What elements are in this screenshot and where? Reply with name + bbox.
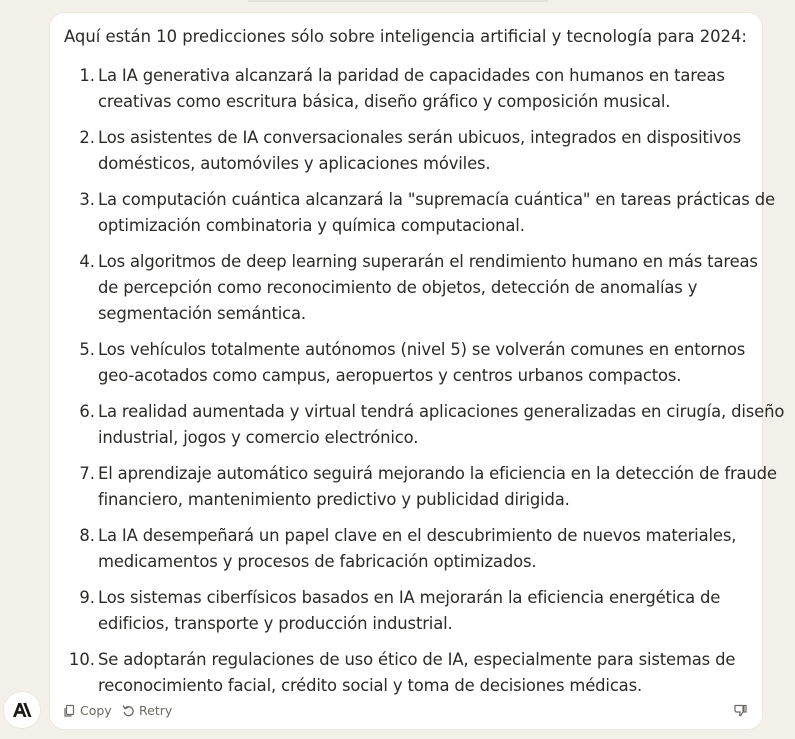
list-item-text: creativas como escritura básica, diseño gráfico y composición musical. — [98, 92, 671, 111]
list-item-text: de percepción como reconocimiento de objetos, detección de anomalías y — [98, 278, 698, 297]
thumbs-down-icon — [734, 704, 747, 717]
list-item-number: 1. — [79, 66, 95, 85]
list-item — [50, 461, 777, 513]
list-item-text: Los algoritmos de deep learning superarán el rendimiento humano en más tareas — [98, 252, 758, 271]
list-item-number: 5. — [79, 340, 95, 359]
list-item-number: 10. — [68, 650, 95, 669]
list-item-text: segmentación semántica. — [98, 304, 306, 323]
list-item-text: optimización combinatoria y química computacional. — [98, 216, 525, 235]
list-item-number: 8. — [79, 526, 95, 545]
list-item — [50, 585, 762, 637]
list-item — [50, 523, 762, 575]
message-actions — [62, 700, 752, 720]
list-item — [50, 187, 775, 239]
list-item-number: 9. — [79, 588, 95, 607]
retry-icon — [122, 704, 135, 717]
list-item-text: Los vehículos totalmente autónomos (nivel 5) se volverán comunes en entornos — [98, 340, 746, 359]
list-item-number: 6. — [79, 402, 95, 421]
list-item-text: Los asistentes de IA conversacionales serán ubicuos, integrados en dispositivos — [98, 128, 742, 147]
list-item-text: industrial, jogos y comercio electrónico. — [98, 428, 419, 447]
list-item — [50, 63, 762, 115]
copy-button[interactable] — [64, 700, 112, 720]
copy-icon — [64, 704, 76, 717]
list-item — [50, 337, 762, 389]
previous-message-edge — [248, 0, 548, 2]
list-item — [50, 125, 762, 177]
assistant-message-card — [50, 13, 785, 729]
list-item-number: 2. — [79, 128, 95, 147]
retry-button[interactable] — [122, 700, 172, 720]
list-item — [50, 399, 785, 451]
list-item-text: reconocimiento facial, crédito social y toma de decisiones médicas. — [98, 676, 643, 695]
list-item-text: medicamentos y procesos de fabricación optimizados. — [98, 552, 537, 571]
list-item-number: 7. — [79, 464, 95, 483]
assistant-avatar — [4, 692, 40, 728]
list-item-text: La IA generativa alcanzará la paridad de capacidades con humanos en tareas — [98, 66, 725, 85]
list-item-text: financiero, mantenimiento predictivo y publicidad dirigida. — [98, 490, 570, 509]
list-item-number: 4. — [79, 252, 95, 271]
list-item-text: Los sistemas ciberfísicos basados en IA mejorarán la eficiencia energética de — [98, 588, 721, 607]
list-item-text: geo-acotados como campus, aeropuertos y centros urbanos compactos. — [98, 366, 682, 385]
list-item-text: La computación cuántica alcanzará la "supremacía cuántica" en tareas prácticas de — [98, 190, 775, 209]
message-intro: Aquí están 10 predicciones sólo sobre inteligencia artificial y tecnología para 2024: — [64, 27, 747, 46]
list-item-text: Se adoptarán regulaciones de uso ético de IA, especialmente para sistemas de — [98, 650, 736, 669]
copy-label: Copy — [80, 702, 112, 718]
list-item-text: La realidad aumentada y virtual tendrá aplicaciones generalizadas en cirugía, diseño — [98, 402, 785, 421]
list-item-text: domésticos, automóviles y aplicaciones móviles. — [98, 154, 491, 173]
list-item-text: El aprendizaje automático seguirá mejorando la eficiencia en la detección de fraude — [98, 464, 777, 483]
list-item — [50, 249, 762, 327]
list-item-number: 3. — [79, 190, 95, 209]
list-item-text: La IA desempeñará un papel clave en el descubrimiento de nuevos materiales, — [98, 526, 737, 545]
list-item-text: edificios, transporte y producción industrial. — [98, 614, 453, 633]
thumbs-down-button[interactable] — [734, 700, 751, 720]
list-item — [50, 647, 762, 699]
retry-label: Retry — [139, 702, 173, 718]
anthropic-logo-icon — [12, 702, 32, 718]
